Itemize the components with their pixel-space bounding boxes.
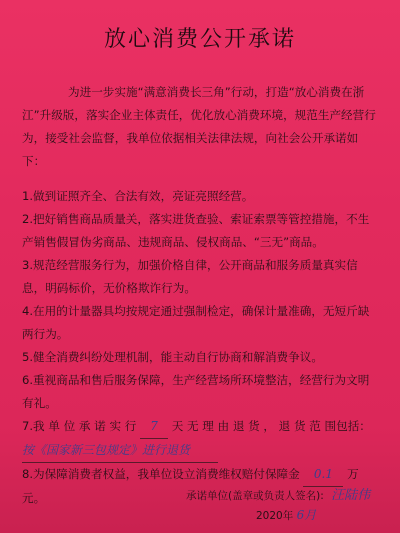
page-title: 放心消费公开承诺: [103, 27, 296, 52]
deposit-amount-value: 0.1: [303, 463, 343, 487]
item8-prefix: 8.为保障消费者权益，我单位设立消费维权赔付保障金: [22, 466, 300, 481]
signature-name: 汪陆伟: [331, 488, 371, 503]
commitment-item-2: 2.把好销售商品质量关，落实进货查验、索证索票等管控措施，不生产销售假冒伪劣商品、违规商品、侵权商品、“三无”商品。: [22, 211, 370, 249]
signature-row: [186, 484, 370, 503]
signature-label: 承诺单位(盖章或负责人签名):: [186, 490, 324, 502]
date-month: 6月: [296, 508, 317, 522]
item7-prefix: 7.我 单 位 承 诺 实 行: [22, 418, 137, 433]
return-scope-value: 按《国家新三包规定》进行退货: [22, 439, 218, 463]
commitment-item-7: [22, 415, 378, 463]
commitment-item-1: 1.做到证照齐全、合法有效，亮证亮照经营。: [22, 188, 254, 203]
item8-suffix: 万元。: [22, 466, 359, 505]
date-row: [256, 506, 316, 523]
commitment-item-3: 3.规范经营服务行为，加强价格自律，公开商品和服务质量真实信息，明码标价，无价格欺诈行为。: [22, 257, 358, 295]
commitment-item-5: 5.健全消费纠纷处理机制，能主动自行协商和解消费争议。: [22, 349, 323, 364]
commitment-item-6: 6.重视商品和售后服务保障，生产经营场所环境整洁，经营行为文明有礼。: [22, 372, 370, 410]
commitment-item-4: 4.在用的计量器具均按规定通过强制检定，确保计量准确，无短斤缺两行为。: [22, 303, 370, 341]
date-year: 2020年: [256, 510, 294, 522]
intro-paragraph: 为进一步实施“满意消费长三角”行动，打造“放心消费在浙江”升级版，落实企业主体责任，优化放心消费环境，规范生产经营行为，接受社会监督，我单位依据相关法律法规，向社会公开承诺如下：: [22, 85, 376, 168]
item7-middle: 天 无 理 由 退 货 ， 退 货 范 围包括：: [171, 418, 371, 433]
return-days-value: 7: [140, 415, 168, 439]
